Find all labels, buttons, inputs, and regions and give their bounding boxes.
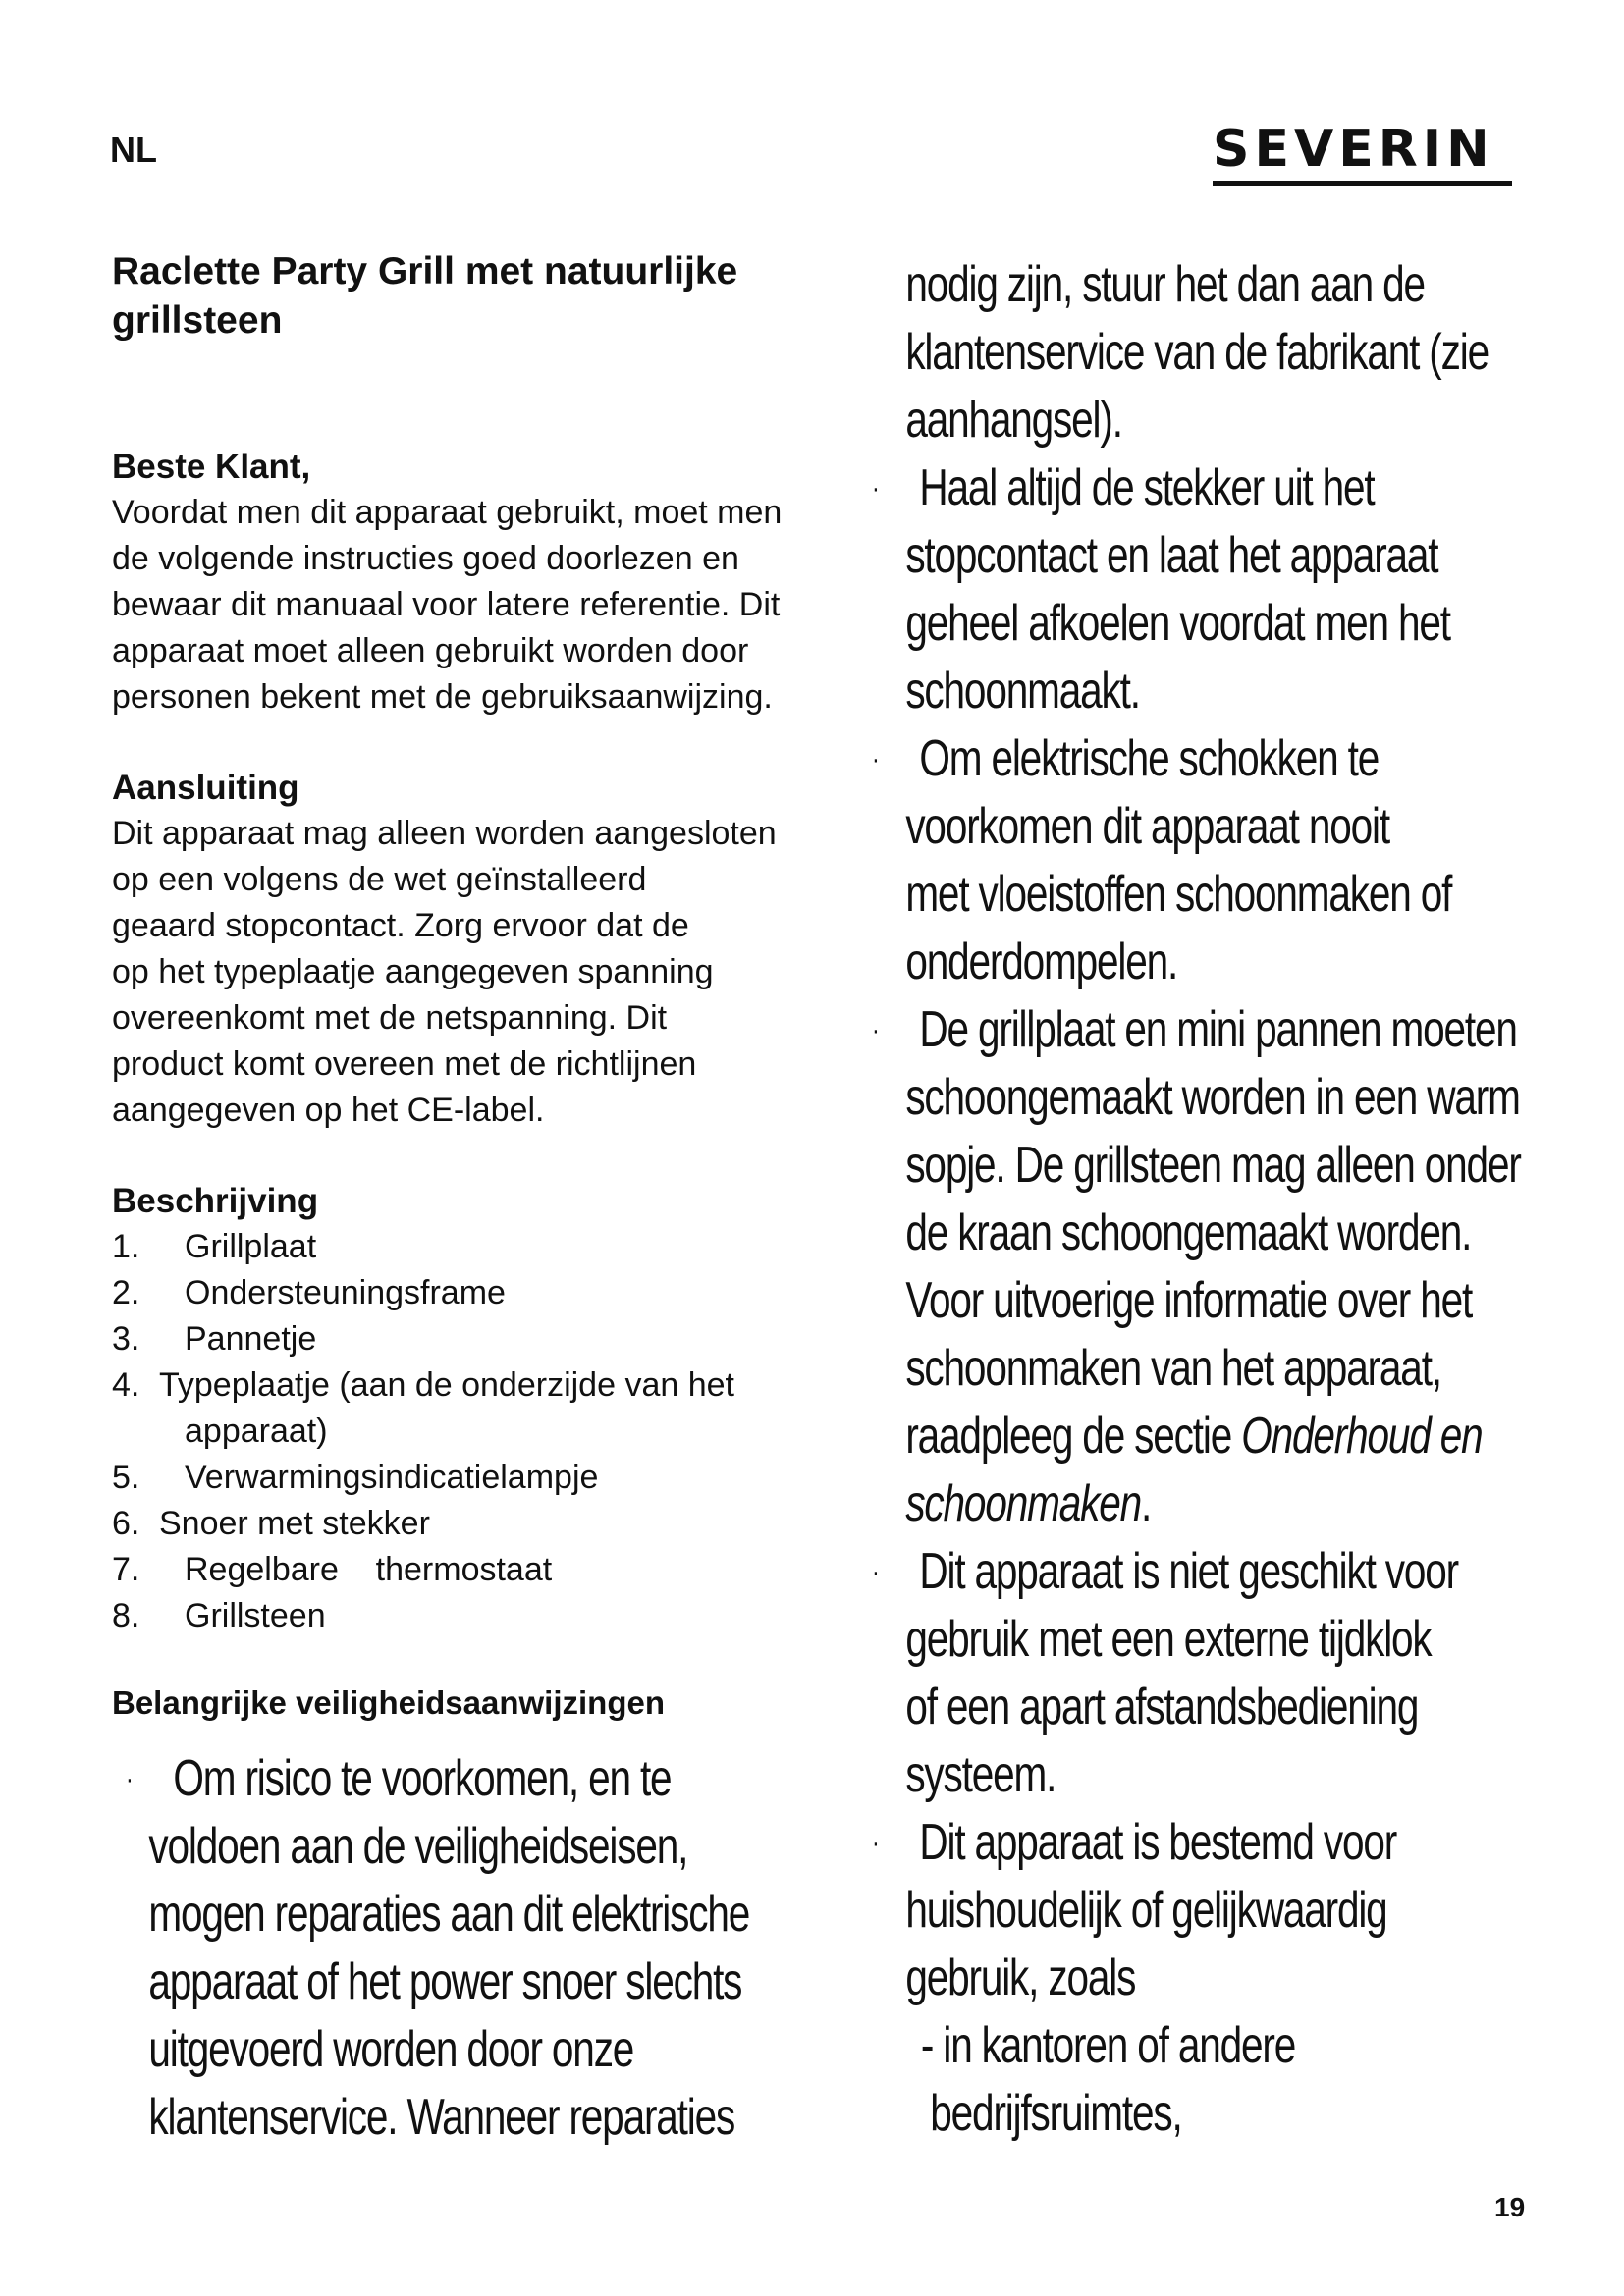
parts-list [112,1224,819,1639]
text-line: schoonmaken van het apparaat, [905,1340,1441,1397]
right-column [872,251,1624,2148]
text-line: schoongemaakt worden in een warm [905,1069,1520,1126]
list-item-continuation [112,1409,819,1455]
text-line: nodig zijn, stuur het dan aan de [905,256,1425,313]
text-line: overeenkomt met de netspanning. Dit [112,999,668,1037]
description-section [112,1179,819,1639]
item-text: Snoer met stekker [159,1505,430,1542]
list-item [112,1316,819,1362]
connection-heading: Aansluiting [112,769,299,807]
list-item [112,1362,819,1409]
list-item [112,1270,819,1316]
item-text: Verwarmingsindicatielampje [185,1459,599,1496]
text-line: voorkomen dit apparaat nooit [905,798,1389,855]
text-line: Dit apparaat is bestemd voor [919,1814,1397,1871]
bullet-icon: · [872,472,879,505]
item-number: 5. [112,1459,140,1496]
item-number: 3. [112,1320,140,1358]
item-text: Typeplaatje (aan de onderzijde van het [159,1366,734,1404]
text-line: product komt overeen met de richtlijnen [112,1045,697,1083]
text-line: op het typeplaatje aangegeven spanning [112,953,714,990]
text-line: onderdompelen. [905,934,1178,990]
text-line: uitgevoerd worden door onze [148,2021,634,2078]
item-number: 6. [112,1505,140,1542]
bullet-icon: · [126,1763,133,1795]
text-line: sopje. De grillsteen mag alleen onder [905,1137,1521,1194]
list-item [112,1547,819,1593]
item-number: 8. [112,1597,140,1634]
text-line: bewaar dit manuaal voor latere referentie. Dit [112,586,781,623]
text-line: klantenservice van de fabrikant (zie [905,324,1489,381]
text-line: mogen reparaties aan dit elektrische [148,1886,750,1943]
text-line [872,1403,1624,1470]
text-line: of een apart afstandsbediening [905,1679,1419,1735]
text-line [872,1470,1624,1538]
safety-bullet-1-start [126,1745,815,2152]
item-text: Grillplaat [185,1228,317,1265]
text-line: klantenservice. Wanneer reparaties [148,2089,735,2146]
text-line: stopcontact en laat het apparaat [905,527,1438,584]
text-line: systeem. [905,1746,1056,1803]
intro-text [112,490,819,721]
list-item [112,1593,819,1639]
item-text: Ondersteuningsframe [185,1274,506,1311]
item-text: Grillsteen [185,1597,326,1634]
text-line: gebruik met een externe tijdklok [905,1611,1432,1668]
brand-logo: SEVERIN [1213,124,1512,186]
text-line: op een volgens de wet geïnstalleerd [112,861,647,898]
text-line: schoonmaakt. [905,663,1140,720]
safety-bullet-2 [872,454,1624,522]
intro-section [112,445,819,721]
text-line: gebruik, zoals [905,1949,1136,2006]
text-line: Dit apparaat is niet geschikt voor [919,1543,1459,1600]
bullet-icon: · [872,1827,879,1859]
safety-bullet-5 [872,1538,1624,1606]
title-line: Raclette Party Grill met natuurlijke [112,250,738,293]
item-number: 7. [112,1551,140,1588]
text-fragment: raadpleeg de sectie [905,1408,1242,1465]
text-line: - in kantoren of andere [920,2017,1296,2074]
text-line: apparaat moet alleen gebruikt worden door [112,632,749,669]
safety-bullet-3 [872,725,1624,793]
text-line: de volgende instructies goed doorlezen en [112,540,739,577]
item-number: 1. [112,1228,140,1265]
bullet-icon: · [872,1014,879,1046]
section-reference: schoonmaken [905,1475,1141,1532]
text-line: huishoudelijk of gelijkwaardig [905,1882,1387,1939]
item-text: apparaat) [185,1413,328,1450]
section-reference: Onderhoud en [1241,1408,1483,1465]
document-title [112,247,799,346]
title-line: grillsteen [112,299,283,342]
item-text: Regelbare thermostaat [185,1551,553,1588]
text-line: Haal altijd de stekker uit het [919,459,1375,516]
text-line: aanhangsel). [905,392,1122,449]
text-line: Voordat men dit apparaat gebruikt, moet men [112,494,783,531]
text-line: met vloeistoffen schoonmaken of [905,866,1452,923]
text-line: Om risico te voorkomen, en te [173,1750,672,1807]
list-item [112,1455,819,1501]
bullet-icon: · [872,743,879,775]
text-line: bedrijfsruimtes, [930,2085,1182,2142]
safety-heading: Belangrijke veiligheidsaanwijzingen [112,1684,665,1721]
text-line: Voor uitvoerige informatie over het [905,1272,1473,1329]
safety-bullet-6 [872,1809,1624,1877]
text-line: personen bekent met de gebruiksaanwijzing. [112,678,773,716]
text-line: voldoen aan de veiligheidseisen, [148,1818,688,1875]
item-number: 4. [112,1366,140,1404]
text-line: De grillplaat en mini pannen moeten [919,1001,1517,1058]
language-code: NL [110,130,157,170]
intro-heading: Beste Klant, [112,448,311,486]
page-number: 19 [1494,2192,1526,2222]
safety-bullet-4 [872,996,1624,1064]
text-line: geaard stopcontact. Zorg ervoor dat de [112,907,689,944]
text-line: de kraan schoongemaakt worden. [905,1204,1472,1261]
connection-text [112,811,819,1134]
text-line: Om elektrische schokken te [919,730,1380,787]
left-column [112,445,819,1726]
item-text: Pannetje [185,1320,317,1358]
description-heading: Beschrijving [112,1182,319,1220]
text-line: geheel afkoelen voordat men het [905,595,1450,652]
text-fragment: . [1140,1475,1152,1532]
text-line: aangegeven op het CE-label. [112,1092,545,1129]
item-number: 2. [112,1274,140,1311]
text-line: apparaat of het power snoer slechts [148,1953,742,2010]
connection-section [112,766,819,1134]
text-line: Dit apparaat mag alleen worden aangesloten [112,815,777,852]
bullet-icon: · [872,1556,879,1588]
list-item [112,1224,819,1270]
list-item [112,1501,819,1547]
